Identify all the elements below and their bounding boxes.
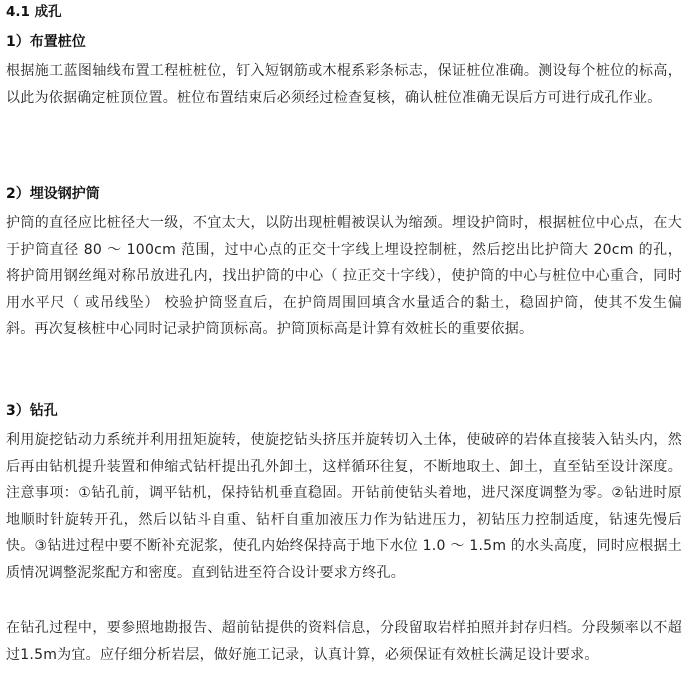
subsection-heading-steel-casing: 2）埋设钢护筒 <box>6 186 100 202</box>
paragraph-steel-casing: 护筒的直径应比桩径大一级，不宜太大，以防出现桩帽被误认为缩颈。埋设护筒时，根据桩位中心点，在大于护筒直径 80 ～ 100cm 范围，过中心点的正交十字线上埋设控制桩，然后挖出比护筒大 20cm 的孔，将护筒用钢丝绳对称吊放进孔内，找出护筒的中心（ 拉正交十字线），使护筒的中心与桩位中心重合，同时用水平尺（ 或吊线坠） 校验护筒竖直后，在护筒周围回填含水量适合的黏土，稳固护筒，使其不发生偏斜。再次复核桩中心同时记录护筒顶标高。护筒顶标高是计算有效桩长的重要依据。 <box>6 215 682 338</box>
paragraph-drilling-procedure: 利用旋挖钻动力系统并利用扭矩旋转，使旋挖钻头挤压并旋转切入土体，使破碎的岩体直接装入钻头内，然后再由钻机提升装置和伸缩式钻杆提出孔外卸土，这样循环往复，不断地取土、卸土，直至钻至设计深度。注意事项：①钻孔前，调平钻机，保持钻机垂直稳固。开钻前使钻头着地，进尺深度调整为零。②钻进时原地顺时针旋转开孔，然后以钻斗自重、钻杆自重加液压力作为钻进压力，初钻压力控制适度，钻速先慢后快。③钻进过程中要不断补充泥浆，使孔内始终保持高于地下水位 1.0 ～ 1.5m 的水头高度，同时应根据土质情况调整泥浆配方和密度。直到钻进至符合设计要求方终孔。 <box>6 432 682 581</box>
subsection-heading-drilling: 3）钻孔 <box>6 403 58 419</box>
section-title: 4.1 成孔 <box>6 4 62 20</box>
subsection-heading-layout-pile-positions: 1）布置桩位 <box>6 34 86 50</box>
paragraph-drilling-records: 在钻孔过程中，要参照地勘报告、超前钻提供的资料信息，分段留取岩样拍照并封存归档。分段频率以不超过1.5m为宜。应仔细分析岩层，做好施工记录，认真计算，必须保证有效桩长满足设计要求。 <box>6 620 682 663</box>
paragraph-layout-pile-positions: 根据施工蓝图轴线布置工程桩桩位，钉入短钢筋或木棍系彩条标志，保证桩位准确。测设每个桩位的标高，以此为依据确定桩顶位置。桩位布置结束后必须经过检查复核，确认桩位准确无误后方可进行成孔作业。 <box>6 63 682 106</box>
